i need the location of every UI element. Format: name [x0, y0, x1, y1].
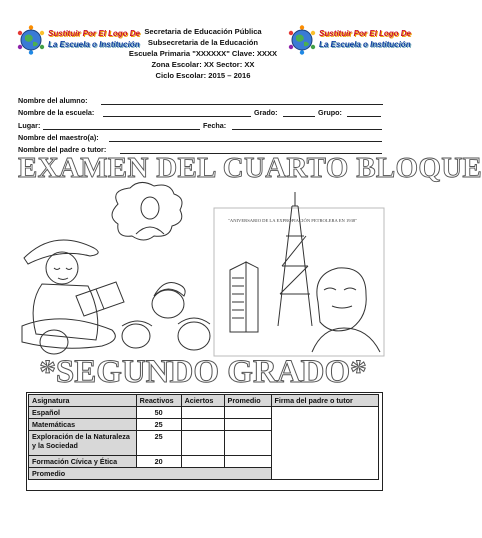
reactivos-cell: 20 [136, 456, 181, 468]
president-portrait [317, 268, 366, 331]
field-line-grado[interactable] [283, 116, 315, 117]
subject-cell: Matemáticas [29, 419, 137, 431]
logo-line-2: La Escuela o Institución [48, 40, 140, 49]
footer-promedio: Promedio [29, 468, 272, 480]
header-firma: Firma del padre o tutor [271, 395, 379, 407]
subject-cell: Español [29, 407, 137, 419]
reactivos-cell: 25 [136, 419, 181, 431]
school-logo-right [287, 24, 412, 58]
boy-body [33, 284, 98, 340]
logo-line-2: La Escuela o Institución [319, 40, 411, 49]
oil-derrick-icon [278, 206, 312, 326]
aciertos-cell[interactable] [181, 431, 224, 456]
field-label-grupo: Grupo: [318, 108, 342, 117]
table-row [29, 407, 379, 419]
subject-cell: Formación Cívica y Ética [29, 456, 137, 468]
logo-line-1: Sustituir Por El Logo De [48, 29, 141, 38]
portrait-head [141, 197, 159, 219]
globe-icon [16, 25, 46, 55]
school-logo-left [16, 24, 141, 58]
aciertos-cell[interactable] [181, 456, 224, 468]
reactivos-cell: 25 [136, 431, 181, 456]
firma-cell[interactable] [271, 407, 379, 480]
header-reactivos: Reactivos [136, 395, 181, 407]
header-aciertos: Aciertos [181, 395, 224, 407]
header-line-4: Zona Escolar: XX Sector: XX [151, 60, 255, 69]
exam-title: EXAMEN DEL CUARTO BLOQUE [18, 152, 482, 184]
reactivos-cell: 50 [136, 407, 181, 419]
field-line-escuela[interactable] [103, 116, 251, 117]
grades-table [28, 394, 379, 480]
aciertos-cell[interactable] [181, 419, 224, 431]
portrait-cloud [112, 182, 182, 240]
building-icon [230, 262, 258, 332]
book-caption: "ANIVERSARIO DE LA EXPROPIACIÓN PETROLERA EN 1938" [228, 218, 358, 223]
field-label-escuela: Nombre de la escuela: [18, 108, 95, 117]
header-line-1: Secretaria de Educación Pública [144, 27, 262, 36]
header-line-5: Ciclo Escolar: 2015 – 2016 [155, 71, 251, 80]
header-line-2: Subsecretaria de la Educación [147, 38, 259, 47]
field-label-lugar: Lugar: [18, 121, 41, 130]
field-label-grado: Grado: [254, 108, 278, 117]
coloring-illustration [18, 186, 388, 358]
aciertos-cell[interactable] [181, 407, 224, 419]
field-line-lugar[interactable] [43, 129, 200, 130]
field-label-maestro: Nombre del maestro(a): [18, 133, 99, 142]
grade-title: *SEGUNDO GRADO* [39, 354, 367, 390]
field-line-alumno[interactable] [101, 104, 383, 105]
field-label-alumno: Nombre del alumno: [18, 96, 88, 105]
promedio-cell[interactable] [224, 431, 271, 456]
promedio-cell[interactable] [224, 456, 271, 468]
subject-cell: Exploración de la Naturaleza y la Sociedad [29, 431, 137, 456]
promedio-cell[interactable] [224, 407, 271, 419]
header-asignatura: Asignatura [29, 395, 137, 407]
expropiation-page [214, 208, 384, 356]
header-line-3: Escuela Primaria "XXXXXX" Clave: XXXX [128, 49, 278, 58]
field-line-grupo[interactable] [347, 116, 381, 117]
field-label-fecha: Fecha: [203, 121, 227, 130]
header-promedio: Promedio [224, 395, 271, 407]
logo-line-1: Sustituir Por El Logo De [319, 29, 412, 38]
table-header-row [29, 395, 379, 407]
field-line-maestro[interactable] [109, 141, 382, 142]
promedio-cell[interactable] [224, 419, 271, 431]
field-label-tutor: Nombre del padre o tutor: [18, 145, 107, 154]
field-line-fecha[interactable] [232, 129, 382, 130]
